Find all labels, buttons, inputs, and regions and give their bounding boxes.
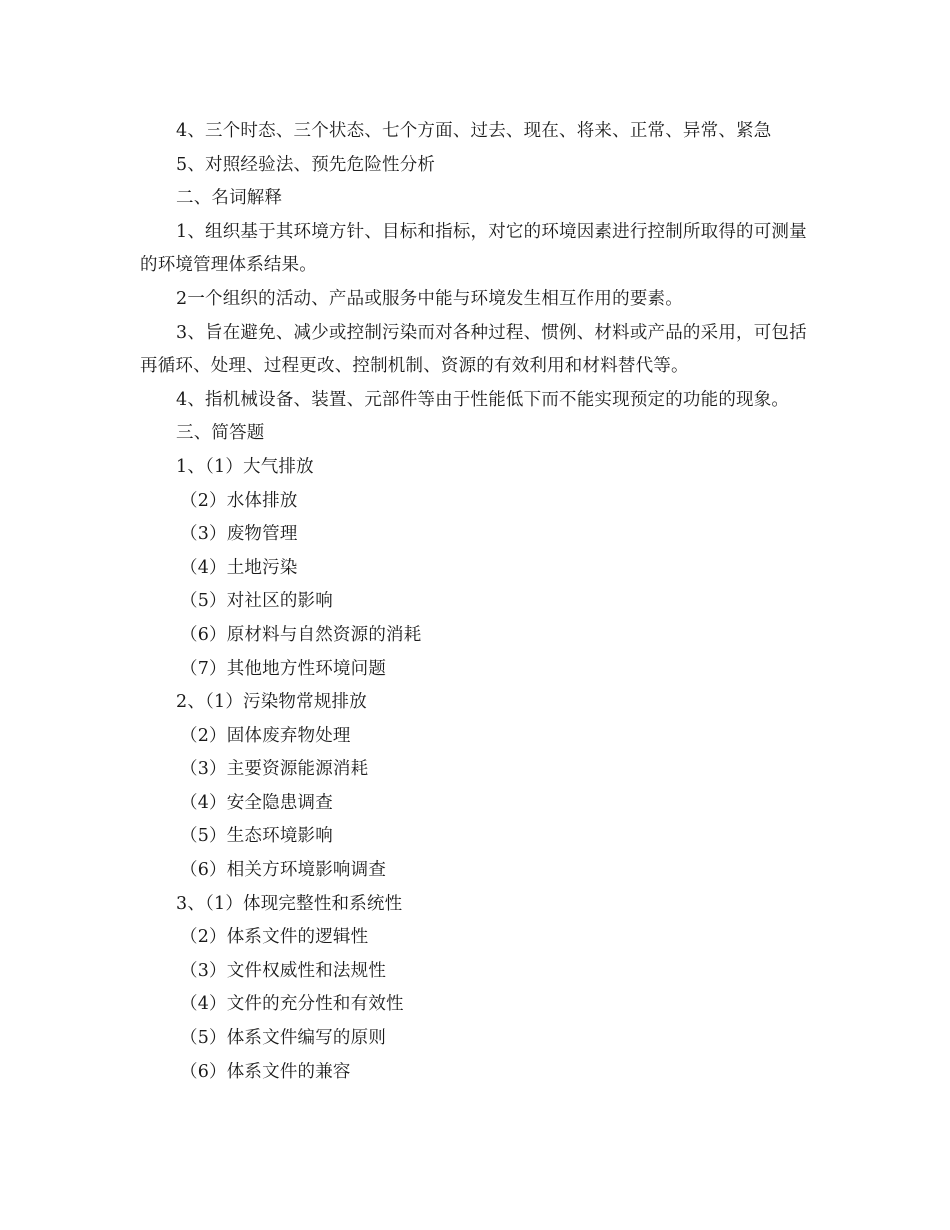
short-answer-1-item-3: （3）废物管理 <box>180 524 298 545</box>
definition-3: 3、旨在避免、减少或控制污染而对各种过程、惯例、材料或产品的采用，可包括再循环、处理、过程更改、控制机制、资源的有效利用和材料替代等。 <box>140 322 807 377</box>
definition-1: 1、组织基于其环境方针、目标和指标，对它的环境因素进行控制所取得的可测量的环境管理体系结果。 <box>140 221 807 276</box>
short-answer-2-item-3: （3）主要资源能源消耗 <box>180 759 369 780</box>
short-answer-1-item-4: （4）土地污染 <box>180 557 298 578</box>
short-answer-3-item-5: （5）体系文件编写的原则 <box>180 1028 387 1049</box>
short-answer-2-item-1: 2、（1）污染物常规排放 <box>176 692 367 713</box>
section-heading-term-definitions: 二、名词解释 <box>176 188 283 209</box>
short-answer-2-item-2: （2）固体废弃物处理 <box>180 725 351 746</box>
short-answer-3-item-6: （6）体系文件的兼容 <box>180 1061 351 1082</box>
definition-2: 2一个组织的活动、产品或服务中能与环境发生相互作用的要素。 <box>176 288 683 309</box>
short-answer-1-item-7: （7）其他地方性环境问题 <box>180 658 387 679</box>
short-answer-2-item-4: （4）安全隐患调查 <box>180 792 333 813</box>
short-answer-3-item-1: 3、（1）体现完整性和系统性 <box>176 893 403 914</box>
answer-line-5: 5、对照经验法、预先危险性分析 <box>176 154 436 175</box>
short-answer-2-item-6: （6）相关方环境影响调查 <box>180 860 387 881</box>
section-heading-short-answer: 三、简答题 <box>176 423 265 444</box>
short-answer-3-item-3: （3）文件权威性和法规性 <box>180 960 387 981</box>
answer-line-4: 4、三个时态、三个状态、七个方面、过去、现在、将来、正常、异常、紧急 <box>176 121 772 141</box>
short-answer-2-item-5: （5）生态环境影响 <box>180 826 333 847</box>
short-answer-1-item-5: （5）对社区的影响 <box>180 591 333 612</box>
short-answer-1-item-6: （6）原材料与自然资源的消耗 <box>180 624 422 645</box>
short-answer-1-item-2: （2）水体排放 <box>180 490 298 511</box>
document-body <box>140 115 812 1089</box>
definition-4: 4、指机械设备、装置、元部件等由于性能低下而不能实现预定的功能的现象。 <box>176 389 790 410</box>
short-answer-3-item-4: （4）文件的充分性和有效性 <box>180 994 404 1015</box>
short-answer-3-item-2: （2）体系文件的逻辑性 <box>180 927 369 948</box>
short-answer-1-item-1: 1、（1）大气排放 <box>176 456 314 477</box>
